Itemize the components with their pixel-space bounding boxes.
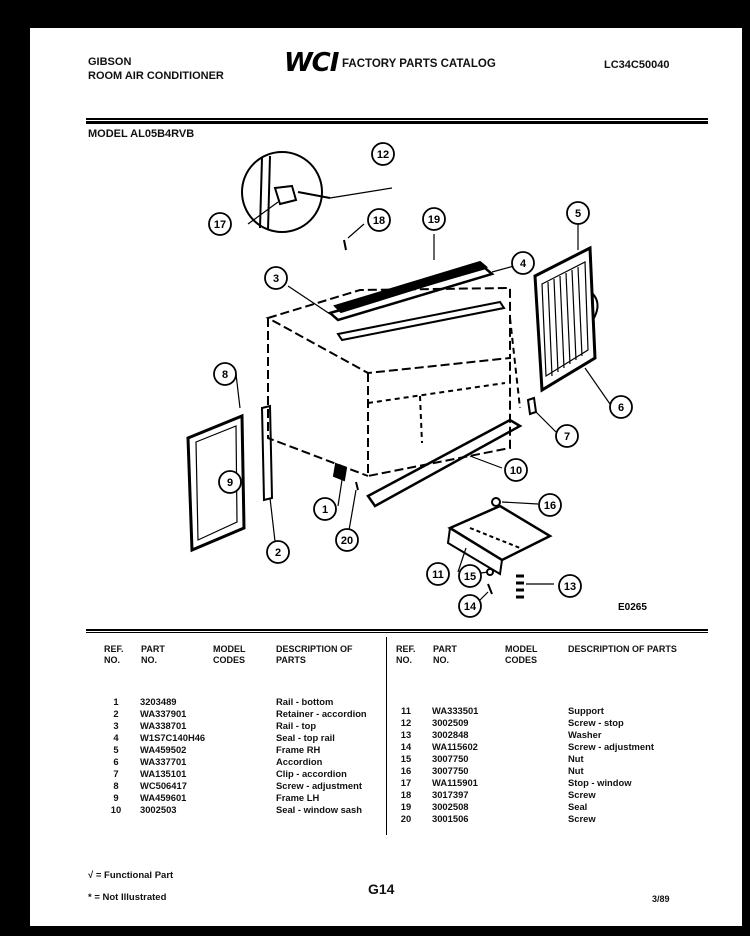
col-header-ref: REF. NO. [104, 644, 124, 665]
table-row: 13 3002848 Washer [400, 729, 602, 740]
callout-1: 1 [321, 504, 329, 516]
callout-5: 5 [574, 208, 582, 220]
callout-20: 20 [340, 535, 354, 547]
table-row: 9 WA459601 Frame LH [113, 792, 320, 803]
table-row: 14 WA115602 Screw - adjustment [400, 741, 654, 752]
product-name: ROOM AIR CONDITIONER [88, 70, 224, 82]
table-row: 8 WC506417 Screw - adjustment [113, 780, 362, 791]
catalog-title: FACTORY PARTS CATALOG [342, 58, 496, 70]
table-top-rule [86, 629, 708, 631]
callout-14: 14 [463, 601, 477, 613]
table-row: 16 3007750 Nut [400, 765, 584, 776]
functional-part-legend: √ = Functional Part [88, 870, 174, 881]
callout-18: 18 [372, 215, 386, 227]
parts-list-left [106, 696, 376, 816]
table-row: 15 3007750 Nut [400, 753, 584, 764]
brand-name: GIBSON [88, 56, 132, 68]
exploded-parts-diagram [30, 28, 742, 648]
not-illustrated-legend: * = Not Illustrated [88, 892, 167, 903]
col-header-model: MODEL CODES [213, 644, 246, 665]
callout-2: 2 [274, 547, 282, 559]
table-row: 11 WA333501 Support [401, 705, 604, 716]
callout-3: 3 [272, 273, 280, 285]
table-divider [386, 637, 387, 835]
parts-list-right [396, 705, 706, 825]
table-row: 5 WA459502 Frame RH [113, 744, 321, 755]
table-row: 20 3001506 Screw [400, 813, 596, 824]
table-row: 2 WA337901 Retainer - accordion [113, 708, 367, 719]
model-number: MODEL AL05B4RVB [88, 128, 195, 140]
callout-13: 13 [563, 581, 577, 593]
callout-9: 9 [226, 477, 234, 489]
table-row: 12 3002509 Screw - stop [400, 717, 624, 728]
table-top-rule-thin [86, 632, 708, 633]
col-header-desc: DESCRIPTION OF PARTS [276, 644, 353, 665]
table-row: 17 WA115901 Stop - window [400, 777, 632, 788]
col-header-desc-right: DESCRIPTION OF PARTS [568, 644, 677, 654]
table-row: 18 3017397 Screw [400, 789, 596, 800]
table-row: 7 WA135101 Clip - accordion [113, 768, 347, 779]
col-header-ref-right: REF. NO. [396, 644, 416, 665]
revision-date: 3/89 [652, 894, 670, 904]
callout-7: 7 [563, 431, 571, 443]
callout-17: 17 [213, 219, 227, 231]
table-row: 10 3002503 Seal - window sash [110, 804, 362, 815]
callout-6: 6 [617, 402, 625, 414]
callout-4: 4 [519, 258, 527, 270]
catalog-number: LC34C50040 [604, 59, 670, 71]
table-row: 19 3002508 Seal [400, 801, 588, 812]
callout-16: 16 [543, 500, 557, 512]
callout-11: 11 [432, 569, 444, 581]
table-row: 1 3203489 Rail - bottom [113, 696, 334, 707]
wci-logo: WCI [284, 48, 339, 78]
callout-8: 8 [221, 369, 229, 381]
callout-15: 15 [463, 571, 477, 583]
callout-12: 12 [376, 149, 390, 161]
callout-10: 10 [509, 465, 523, 477]
catalog-page [30, 28, 742, 926]
table-row: 3 WA338701 Rail - top [113, 720, 317, 731]
table-row: 6 WA337701 Accordion [113, 756, 323, 767]
figure-code: E0265 [618, 602, 647, 613]
col-header-part-right: PART NO. [433, 644, 457, 665]
col-header-model-right: MODEL CODES [505, 644, 538, 665]
col-header-part: PART NO. [141, 644, 165, 665]
callout-19: 19 [427, 214, 441, 226]
page-number: G14 [368, 881, 395, 897]
table-row: 4 W1S7C140H46 Seal - top rail [113, 732, 335, 743]
